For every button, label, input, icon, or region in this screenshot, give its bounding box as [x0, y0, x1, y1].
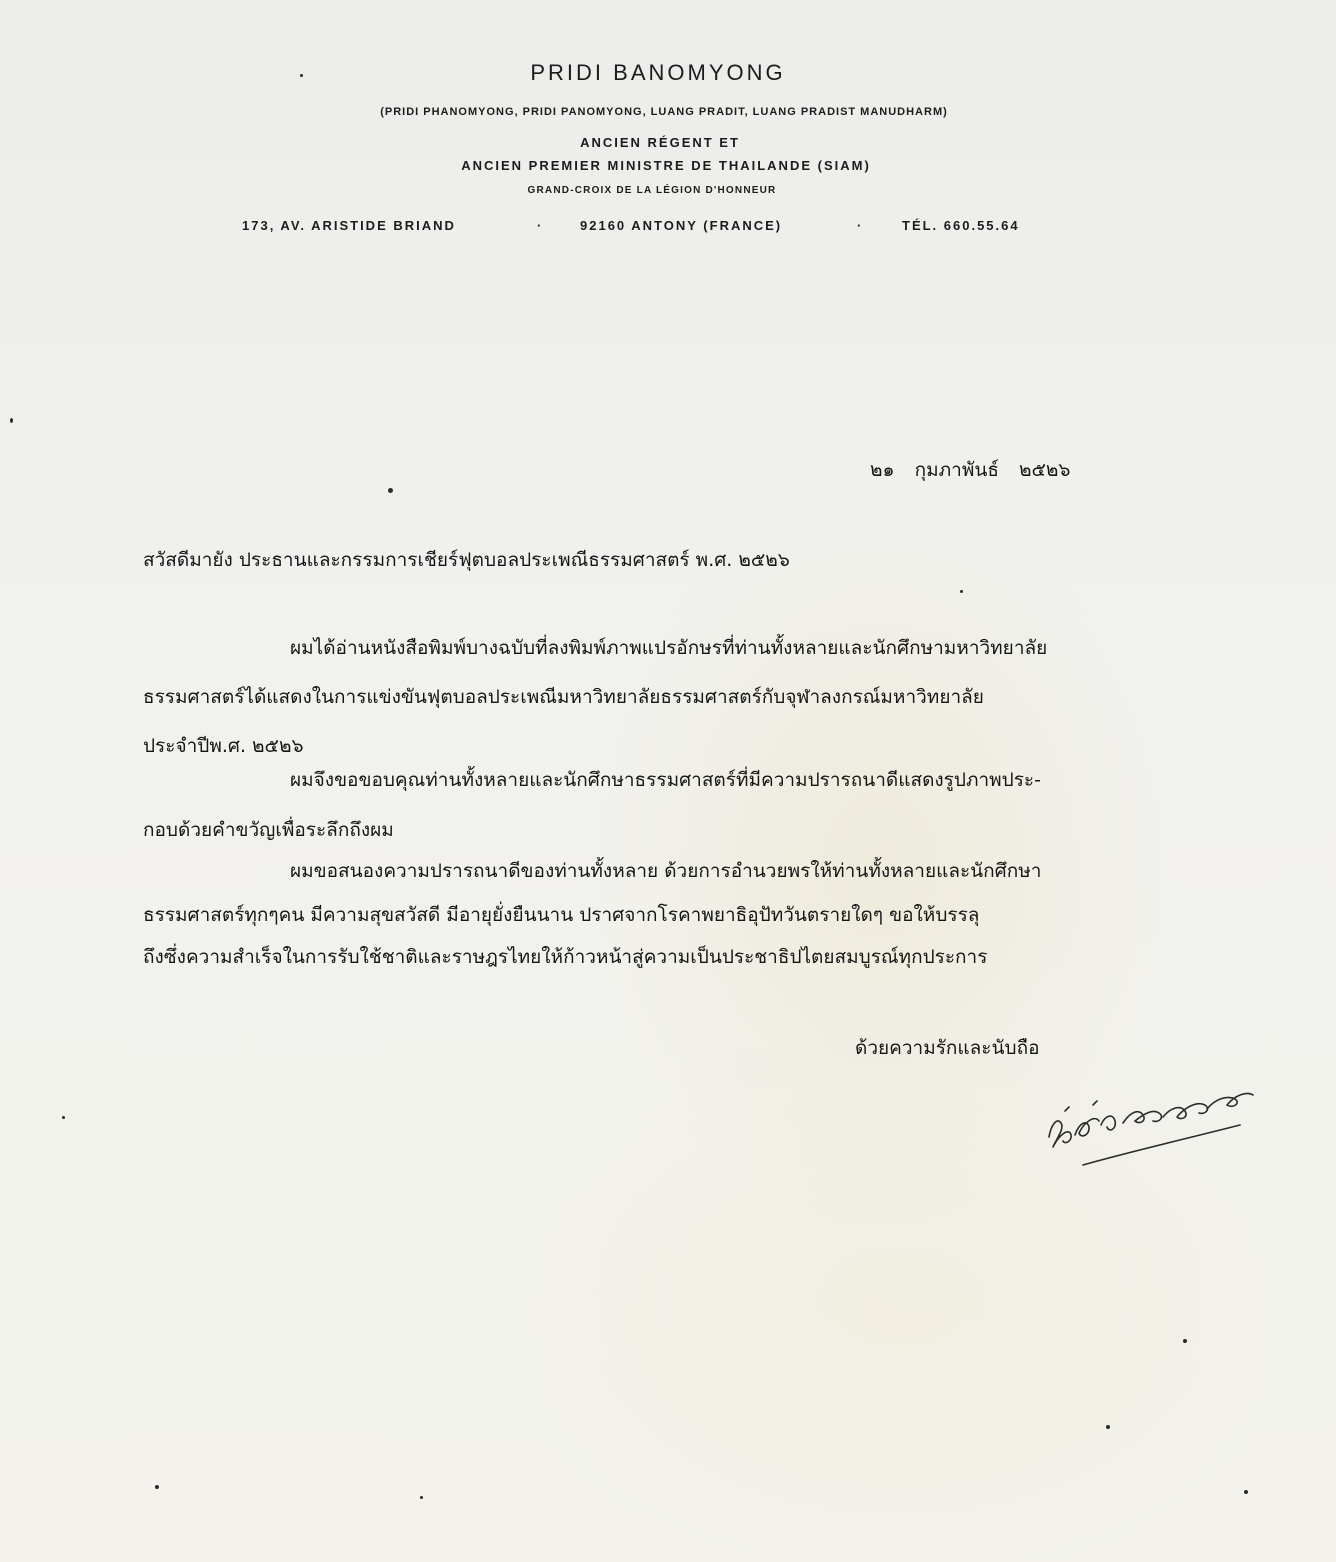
paragraph-1-line: ผมได้อ่านหนังสือพิมพ์บางฉบับที่ลงพิมพ์ภาพแปรอักษรที่ท่านทั้งหลายและนักศึกษามหาวิทยาลัย [290, 637, 1048, 659]
paragraph-3-line: ธรรมศาสตร์ทุกๆคน มีความสุขสวัสดี มีอายุยั่งยืนนาน ปราศจากโรคาพยาธิอุปัทวันตรายใดๆ ขอให้บรรลุ [143, 904, 980, 926]
letter-closing: ด้วยความรักและนับถือ [855, 1037, 1040, 1059]
paragraph-1-line: ธรรมศาสตร์ได้แสดงในการแข่งขันฟุตบอลประเพณีมหาวิทยาลัยธรรมศาสตร์กับจุฬาลงกรณ์มหาวิทยาลัย [143, 686, 984, 708]
address-separator: · [537, 218, 544, 233]
scan-speck [10, 418, 13, 423]
address-separator: · [857, 218, 864, 233]
paragraph-1-line: ประจำปีพ.ศ. ๒๕๒๖ [143, 735, 304, 757]
paragraph-3-line: ถึงซึ่งความสำเร็จในการรับใช้ชาติและราษฎรไทยให้ก้าวหน้าสู่ความเป็นประชาธิปไตยสมบูรณ์ทุกประการ [143, 946, 988, 968]
scan-speck [62, 1116, 65, 1119]
paragraph-2-line: กอบด้วยคำขวัญเพื่อระลึกถึงผม [143, 819, 394, 841]
address-street: 173, AV. ARISTIDE BRIAND [242, 218, 456, 233]
letterhead-name: PRIDI BANOMYONG [530, 60, 786, 85]
scan-speck [960, 590, 963, 593]
address-phone: TÉL. 660.55.64 [902, 218, 1020, 233]
paragraph-2-line: ผมจึงขอขอบคุณท่านทั้งหลายและนักศึกษาธรรมศาสตร์ที่มีความปรารถนาดีแสดงรูปภาพประ- [290, 769, 1041, 791]
letterhead-title-regent: ANCIEN RÉGENT ET [580, 135, 740, 150]
letterhead-aliases: (PRIDI PHANOMYONG, PRIDI PANOMYONG, LUANG PRADIT, LUANG PRADIST MANUDHARM) [380, 106, 948, 118]
letterhead-title-minister: ANCIEN PREMIER MINISTRE DE THAILANDE (SIAM) [461, 158, 871, 173]
address-city: 92160 ANTONY (FRANCE) [580, 218, 783, 233]
letter-salutation: สวัสดีมายัง ประธานและกรรมการเชียร์ฟุตบอลประเพณีธรรมศาสตร์ พ.ศ. ๒๕๒๖ [143, 549, 790, 571]
scan-speck [1183, 1339, 1187, 1343]
scan-speck [420, 1496, 423, 1499]
scan-speck [1106, 1425, 1110, 1429]
handwritten-signature [1035, 1065, 1265, 1175]
scan-speck [388, 488, 393, 493]
scan-speck [1244, 1490, 1248, 1494]
scan-speck [300, 74, 303, 77]
letterhead-title-legion: GRAND-CROIX DE LA LÉGION D'HONNEUR [527, 185, 777, 196]
letter-date: ๒๑ กุมภาพันธ์ ๒๕๒๖ [870, 459, 1071, 481]
paragraph-3-line: ผมขอสนองความปรารถนาดีของท่านทั้งหลาย ด้วยการอำนวยพรให้ท่านทั้งหลายและนักศึกษา [290, 860, 1042, 882]
scan-speck [155, 1485, 159, 1489]
